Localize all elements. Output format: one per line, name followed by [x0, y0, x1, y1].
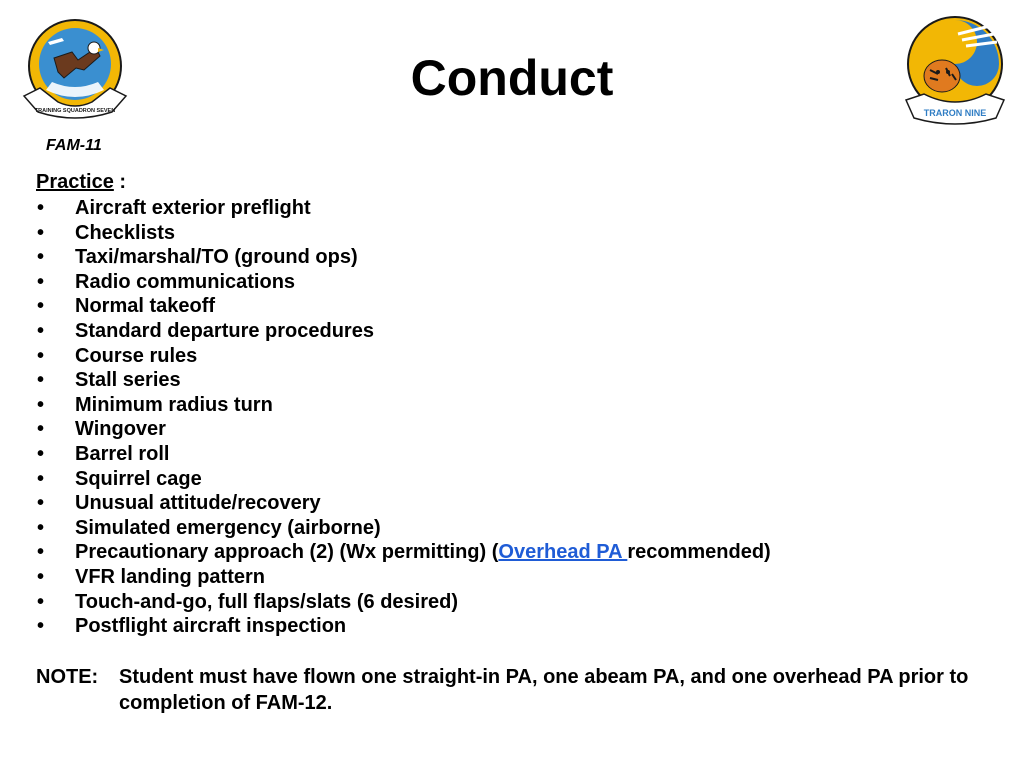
practice-item	[36, 491, 996, 516]
practice-item	[36, 442, 996, 467]
bullet-icon: •	[37, 246, 45, 269]
practice-item	[36, 467, 996, 492]
practice-heading-suffix: :	[113, 171, 127, 193]
practice-item-label: Precautionary approach (2) (Wx permitting) (	[75, 541, 499, 564]
bullet-icon: •	[37, 418, 45, 441]
practice-item	[36, 319, 996, 344]
bullet-icon: •	[37, 393, 45, 416]
practice-item-label: Postflight aircraft inspection	[75, 615, 347, 638]
note	[36, 664, 996, 716]
practice-list	[36, 196, 996, 639]
practice-item-label: Simulated emergency (airborne)	[75, 516, 381, 539]
bullet-icon: •	[37, 615, 45, 638]
bullet-icon: •	[37, 270, 45, 293]
bullet-icon: •	[37, 197, 45, 219]
practice-item-label: Normal takeoff	[75, 295, 216, 318]
practice-heading-label: Practice	[36, 171, 114, 193]
practice-item	[36, 393, 996, 418]
practice-item	[36, 417, 996, 442]
practice-item-label: Checklists	[75, 221, 176, 244]
practice-item-label: Wingover	[75, 418, 166, 441]
practice-item-label: Barrel roll	[75, 442, 170, 465]
bullet-icon: •	[37, 492, 45, 515]
bullet-icon: •	[37, 295, 45, 318]
bullet-icon: •	[37, 516, 45, 539]
practice-item	[36, 221, 996, 246]
note-label: NOTE:	[36, 665, 99, 688]
overhead-pa-link[interactable]: Overhead PA	[498, 541, 628, 564]
practice-item	[36, 614, 996, 639]
left-logo-text: TRAINING SQUADRON SEVEN	[34, 108, 116, 114]
practice-item-label: Stall series	[75, 369, 181, 392]
bullet-icon: •	[37, 565, 45, 588]
practice-item	[36, 368, 996, 393]
practice-item-label: recommended)	[627, 541, 771, 564]
bullet-icon: •	[37, 541, 45, 564]
practice-item	[36, 540, 996, 565]
practice-item-label: Taxi/marshal/TO (ground ops)	[75, 246, 358, 269]
practice-item	[36, 294, 996, 319]
bullet-icon: •	[37, 369, 45, 392]
practice-item-label: Squirrel cage	[75, 467, 202, 490]
bullet-icon: •	[37, 221, 45, 244]
practice-item	[36, 270, 996, 295]
slide-content	[36, 170, 996, 716]
right-logo-text: TRARON NINE	[923, 108, 987, 118]
bullet-icon: •	[37, 442, 45, 465]
slide-title: Conduct	[410, 50, 614, 106]
practice-item	[36, 344, 996, 369]
bullet-icon: •	[37, 590, 45, 613]
practice-item-label: Radio communications	[75, 270, 296, 293]
bullet-icon: •	[37, 467, 45, 490]
practice-item	[36, 196, 996, 221]
practice-item-label: Aircraft exterior preflight	[75, 197, 311, 219]
note-text: Student must have flown one straight-in PA, one abeam PA, and one overhead PA prior to completion of FAM-12.	[119, 665, 969, 714]
bullet-icon: •	[37, 344, 45, 367]
practice-item	[36, 516, 996, 541]
practice-item	[36, 245, 996, 270]
practice-item-label: Minimum radius turn	[75, 393, 273, 416]
practice-heading	[36, 170, 996, 194]
practice-item	[36, 565, 996, 590]
bullet-icon: •	[37, 319, 45, 342]
practice-item-label: VFR landing pattern	[75, 565, 265, 588]
lesson-code: FAM-11	[46, 137, 102, 154]
practice-item-label: Touch-and-go, full flaps/slats (6 desired)	[75, 590, 458, 613]
practice-item	[36, 590, 996, 615]
practice-item-label: Standard departure procedures	[75, 319, 374, 342]
practice-item-label: Course rules	[75, 344, 198, 367]
practice-item-label: Unusual attitude/recovery	[75, 492, 321, 515]
